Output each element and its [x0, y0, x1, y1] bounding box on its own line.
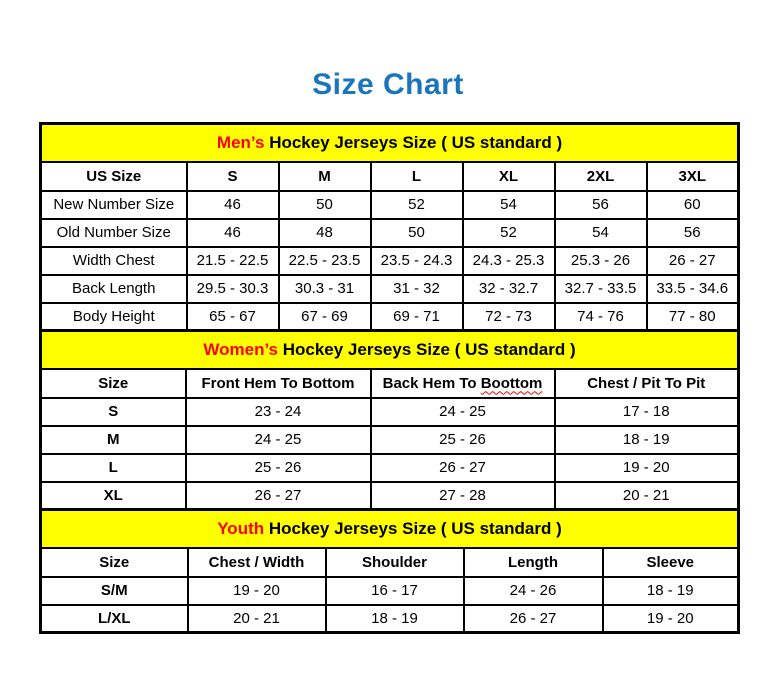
mens-col-header-5: 2XL	[555, 162, 647, 191]
youth-col-header-1: Chest / Width	[188, 548, 326, 577]
womens-size-value: 25 - 26	[371, 426, 555, 454]
mens-size-value: 72 - 73	[463, 303, 555, 331]
womens-row-label: XL	[41, 482, 186, 510]
mens-size-value: 54	[463, 191, 555, 219]
mens-size-value: 77 - 80	[647, 303, 739, 331]
mens-col-header-2: M	[279, 162, 371, 191]
mens-size-value: 26 - 27	[647, 247, 739, 275]
youth-col-header-2: Shoulder	[326, 548, 464, 577]
youth-row-label: L/XL	[41, 605, 188, 633]
womens-banner-highlight: Women’s	[203, 339, 278, 359]
womens-size-value: 23 - 24	[186, 398, 371, 426]
mens-row-label: Width Chest	[41, 247, 187, 275]
mens-row-width-chest	[41, 247, 739, 275]
womens-col-header-3: Chest / Pit To Pit	[555, 369, 739, 398]
womens-header-row	[41, 369, 739, 398]
womens-size-value: 19 - 20	[555, 454, 739, 482]
youth-size-value: 26 - 27	[464, 605, 603, 633]
womens-size-value: 25 - 26	[186, 454, 371, 482]
womens-size-value: 26 - 27	[371, 454, 555, 482]
mens-size-value: 46	[187, 191, 279, 219]
mens-banner-row	[41, 124, 739, 162]
youth-size-value: 19 - 20	[188, 577, 326, 605]
womens-row-label: L	[41, 454, 186, 482]
mens-size-value: 30.3 - 31	[279, 275, 371, 303]
mens-row-body-height	[41, 303, 739, 331]
mens-size-value: 29.5 - 30.3	[187, 275, 279, 303]
mens-size-value: 31 - 32	[371, 275, 463, 303]
womens-col-header-1: Front Hem To Bottom	[186, 369, 371, 398]
youth-banner-text: Hockey Jerseys Size ( US standard )	[264, 518, 562, 538]
mens-row-label: New Number Size	[41, 191, 187, 219]
mens-col-header-6: 3XL	[647, 162, 739, 191]
mens-size-value: 32 - 32.7	[463, 275, 555, 303]
mens-row-label: Body Height	[41, 303, 187, 331]
mens-col-header-1: S	[187, 162, 279, 191]
womens-size-value: 17 - 18	[555, 398, 739, 426]
womens-banner-text: Hockey Jerseys Size ( US standard )	[278, 339, 576, 359]
mens-size-value: 69 - 71	[371, 303, 463, 331]
mens-row-new-number-size	[41, 191, 739, 219]
mens-row-back-length	[41, 275, 739, 303]
mens-banner-text: Hockey Jerseys Size ( US standard )	[264, 132, 563, 152]
page-title: Size Chart	[312, 68, 464, 101]
womens-banner-row	[41, 331, 739, 369]
youth-size-value: 19 - 20	[603, 605, 739, 633]
youth-size-value: 24 - 26	[464, 577, 603, 605]
youth-size-table	[39, 508, 740, 634]
mens-col-header-4: XL	[463, 162, 555, 191]
mens-size-value: 52	[463, 219, 555, 247]
mens-size-table	[39, 122, 740, 332]
mens-banner-highlight: Men’s	[216, 132, 265, 152]
mens-size-value: 67 - 69	[279, 303, 371, 331]
youth-size-value: 20 - 21	[188, 605, 326, 633]
womens-size-value: 20 - 21	[555, 482, 739, 510]
womens-row-xl	[41, 482, 739, 510]
mens-size-value: 50	[279, 191, 371, 219]
mens-size-value: 21.5 - 22.5	[187, 247, 279, 275]
size-chart-page	[0, 68, 776, 634]
youth-size-value: 18 - 19	[603, 577, 739, 605]
mens-size-value: 32.7 - 33.5	[555, 275, 647, 303]
misspelled-word: Boottom	[480, 374, 543, 392]
mens-row-label: Old Number Size	[41, 219, 187, 247]
youth-col-header-3: Length	[464, 548, 603, 577]
mens-size-value: 54	[555, 219, 647, 247]
womens-size-value: 27 - 28	[371, 482, 555, 510]
womens-size-value: 26 - 27	[186, 482, 371, 510]
youth-header-row	[41, 548, 739, 577]
youth-banner-highlight: Youth	[217, 518, 265, 538]
youth-size-value: 18 - 19	[326, 605, 464, 633]
mens-size-value: 33.5 - 34.6	[647, 275, 739, 303]
womens-row-l	[41, 454, 739, 482]
mens-col-header-0: US Size	[41, 162, 187, 191]
womens-col-header-2: Back Hem To Boottom	[371, 369, 555, 398]
mens-size-value: 23.5 - 24.3	[371, 247, 463, 275]
womens-row-s	[41, 398, 739, 426]
mens-size-value: 24.3 - 25.3	[463, 247, 555, 275]
youth-banner-row	[41, 510, 739, 548]
womens-size-value: 18 - 19	[555, 426, 739, 454]
youth-row-s-m	[41, 577, 739, 605]
size-tables-container	[39, 122, 737, 634]
womens-row-label: M	[41, 426, 186, 454]
mens-size-value: 46	[187, 219, 279, 247]
mens-size-value: 50	[371, 219, 463, 247]
womens-size-value: 24 - 25	[186, 426, 371, 454]
mens-size-value: 52	[371, 191, 463, 219]
mens-row-label: Back Length	[41, 275, 187, 303]
youth-col-header-4: Sleeve	[603, 548, 739, 577]
youth-row-label: S/M	[41, 577, 188, 605]
womens-row-label: S	[41, 398, 186, 426]
youth-row-l-xl	[41, 605, 739, 633]
mens-size-value: 60	[647, 191, 739, 219]
youth-section-banner	[41, 510, 739, 548]
mens-col-header-3: L	[371, 162, 463, 191]
mens-section-banner	[41, 124, 739, 162]
youth-size-value: 16 - 17	[326, 577, 464, 605]
mens-size-value: 74 - 76	[555, 303, 647, 331]
mens-size-value: 48	[279, 219, 371, 247]
womens-section-banner	[41, 331, 739, 369]
mens-header-row	[41, 162, 739, 191]
mens-size-value: 25.3 - 26	[555, 247, 647, 275]
womens-col-header-0: Size	[41, 369, 186, 398]
mens-size-value: 65 - 67	[187, 303, 279, 331]
mens-row-old-number-size	[41, 219, 739, 247]
womens-row-m	[41, 426, 739, 454]
mens-size-value: 56	[555, 191, 647, 219]
mens-size-value: 22.5 - 23.5	[279, 247, 371, 275]
womens-size-value: 24 - 25	[371, 398, 555, 426]
mens-size-value: 56	[647, 219, 739, 247]
womens-size-table	[39, 329, 740, 511]
youth-col-header-0: Size	[41, 548, 188, 577]
